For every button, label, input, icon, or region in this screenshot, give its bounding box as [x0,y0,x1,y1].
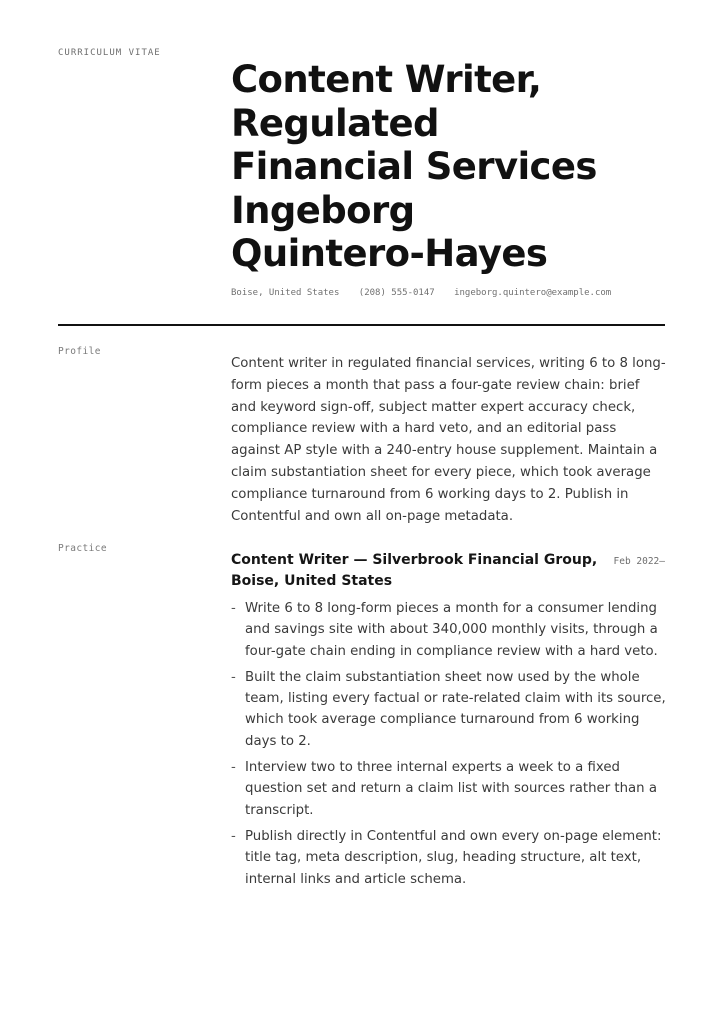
bullet-line: and savings site with about 340,000 monthly visits, through a [245,622,658,638]
section-label-profile: Profile [58,346,101,357]
bullet-dash: - [231,669,236,685]
profile-line: compliance review with a hard veto, and an editorial pass [231,421,617,437]
job-title-line: Content Writer — Silverbrook Financial Group, [231,552,598,568]
bullet-dash: - [231,601,236,616]
profile-line: and keyword sign-off, subject matter expert accuracy check, [231,399,636,415]
profile-line: Contentful and own all on-page metadata. [231,508,514,524]
bullet-line: which took average compliance turnaround from 6 working [245,712,640,728]
bullet-line: Publish directly in Contentful and own every on-page element: [245,828,662,844]
job-date: Feb 2022– [613,556,665,567]
title-line: Financial Services [231,145,597,188]
header-divider [58,324,665,326]
contact-location: Boise, United States [231,288,340,298]
profile-line: compliance turnaround from 6 working days to 2. Publish in [231,486,629,502]
profile-line: against AP style with a 240-entry house supplement. Maintain a [231,443,658,459]
bullet-dash: - [231,828,236,844]
title-line: Content Writer, [231,58,542,101]
contact-email: ingeborg.quintero@example.com [454,288,612,298]
section-label-practice: Practice [58,543,107,554]
list-item [231,826,671,890]
list-item [231,667,671,752]
bullet-line: internal links and article schema. [245,871,467,887]
contact-info [231,288,625,298]
job-title [231,550,665,592]
profile-summary [231,353,665,527]
bullet-line: Built the claim substantiation sheet now used by the whole [245,669,640,685]
bullet-line: question set and return a claim list with sources rather than a [245,781,657,797]
bullet-line: Write 6 to 8 long-form pieces a month for a consumer lending [245,601,657,616]
bullet-dash: - [231,760,236,776]
profile-line: form pieces a month that pass a four-gate review chain: brief [231,377,640,393]
bullet-line: Interview two to three internal experts a week to a fixed [245,760,620,776]
bullet-line: days to 2. [245,733,311,749]
profile-line: claim substantiation sheet for every piece, which took average [231,464,651,480]
page-title [231,58,701,276]
job-title-line: Boise, United States [231,573,393,589]
bullet-line: four-gate chain ending in compliance review with a hard veto. [245,643,658,659]
job-bullets [231,598,671,895]
list-item [231,598,671,662]
bullet-line: team, listing every factual or rate-related claim with its source, [245,691,666,707]
contact-phone: (208) 555-0147 [358,288,435,298]
list-item [231,757,671,821]
bullet-line: transcript. [245,802,314,818]
bullet-line: title tag, meta description, slug, heading structure, alt text, [245,850,642,866]
profile-line: Content writer in regulated financial services, writing 6 to 8 long- [231,356,666,371]
title-line: Regulated [231,101,439,145]
document-type-label: CURRICULUM VITAE [58,48,161,58]
title-line: Quintero-Hayes [231,232,548,275]
title-line: Ingeborg [231,188,415,232]
